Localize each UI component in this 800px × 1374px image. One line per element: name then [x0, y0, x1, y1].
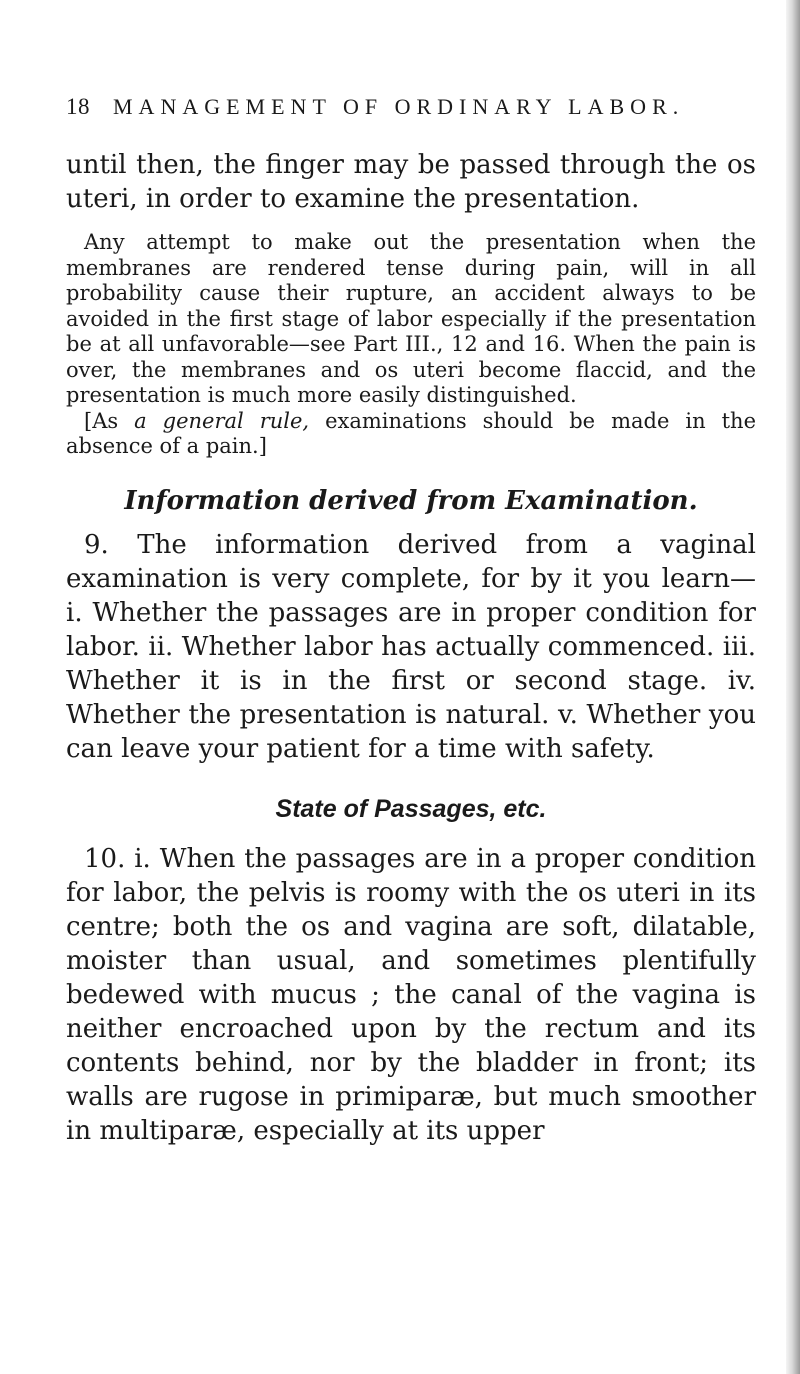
- opening-paragraph: until then, the finger may be passed through the os uteri, in order to examine the presentation.: [66, 150, 756, 214]
- note-rest: examinations should be made in the absence of a pain.]: [66, 408, 756, 458]
- running-header: [66, 92, 756, 122]
- note-italic-phrase: a general rule,: [134, 408, 310, 433]
- examination-paragraph: 9. The information derived from a vaginal examination is very complete, for by it you learn— i. Whether the passages are in proper condition for labor. ii. Whether labor has actually commenced. iii. Whether it is in the first or second stage. iv. Whether the presentation is natural. v. Whether you can leave your patient for a time with safety.: [66, 529, 756, 764]
- general-rule-note: [66, 409, 756, 460]
- note-open: [As: [84, 408, 135, 433]
- passages-heading: State of Passages, etc.: [275, 794, 547, 823]
- running-title: MANAGEMENT OF ORDINARY LABOR.: [113, 94, 685, 119]
- page-number: 18: [66, 94, 90, 119]
- book-page: [66, 92, 756, 1148]
- passages-paragraph: 10. i. When the passages are in a proper condition for labor, the pelvis is roomy with the os uteri in its centre; both the os and vagina are soft, dilatable, moister than usual, and sometimes plentifully bedewed with mucus ; the canal of the vagina is neither encroached upon by the rectum and its contents behind, nor by the bladder in front; its walls are rugose in primiparæ, but much smoother in multiparæ, especially at its upper: [66, 843, 756, 1146]
- membranes-paragraph: Any attempt to make out the presentation when the membranes are rendered tense during pain, will in all probability cause their rupture, an accident always to be avoided in the first stage of labor especially if the presentation be at all unfavorable—see Part III., 12 and 16. When the pain is over, the membranes and os uteri become flaccid, and the presentation is much more easily distinguished.: [66, 230, 756, 407]
- page-edge-shadow: [786, 0, 800, 1374]
- information-heading: Information derived from Examination.: [124, 485, 698, 516]
